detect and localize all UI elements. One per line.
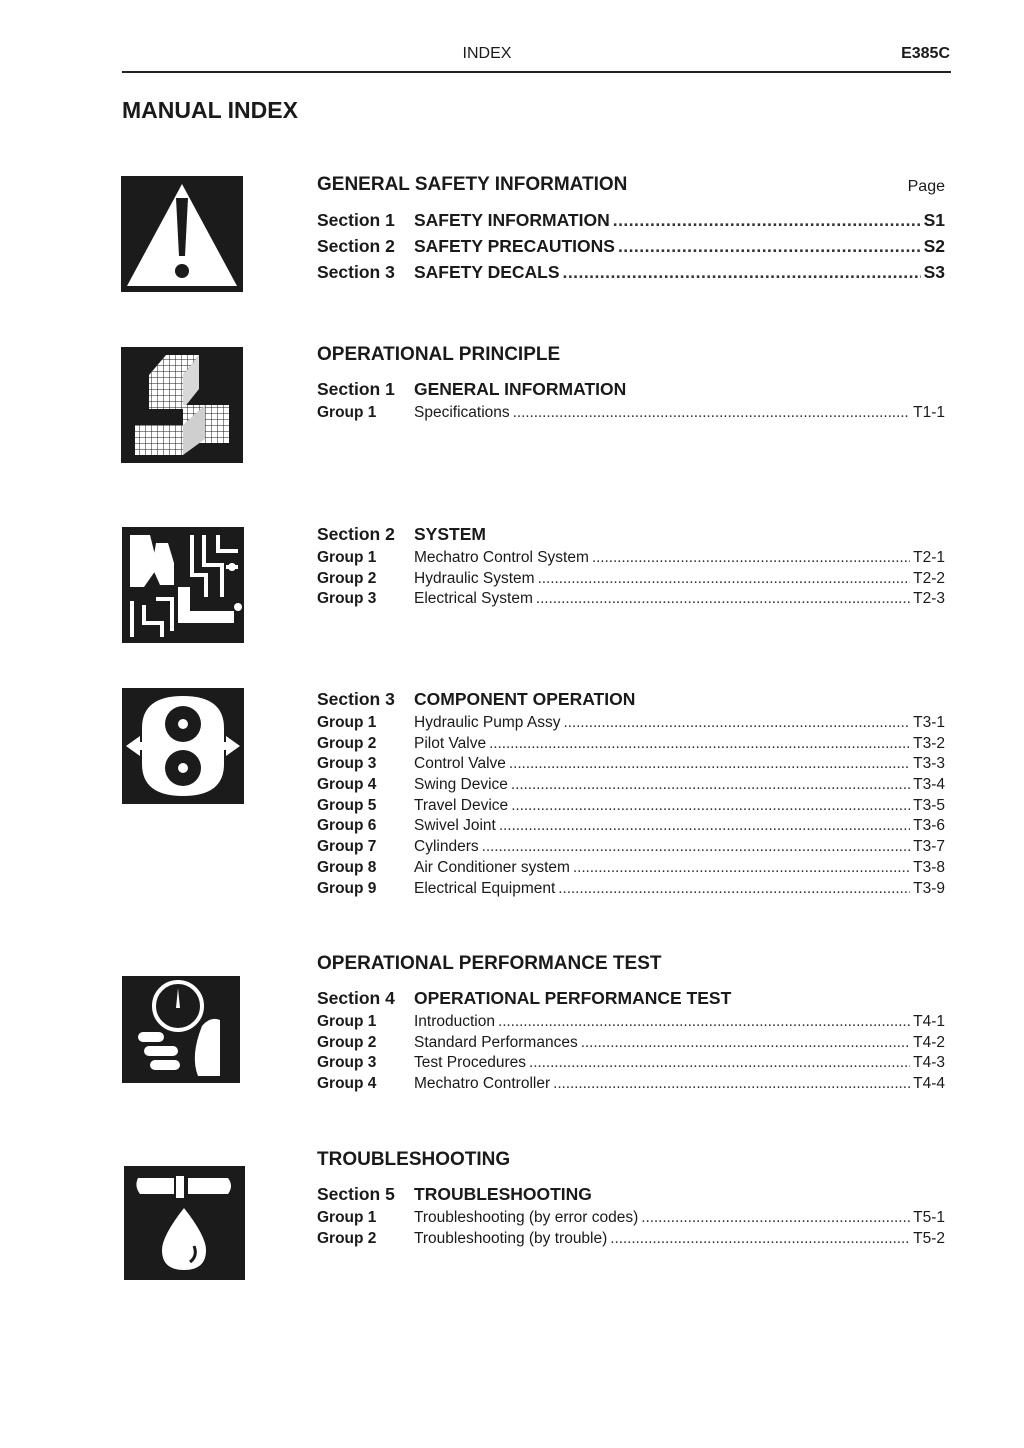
toc-group-row[interactable]: Group 1 Specifications . . . T1-1	[317, 403, 945, 424]
safety-block	[317, 173, 945, 285]
toc-group-row[interactable]: Group 3 Control Valve . . . T3-3	[317, 754, 945, 775]
section-heading: Section 5 TROUBLESHOOTING	[317, 1184, 592, 1204]
toc-group-row[interactable]: Group 2 Troubleshooting (by trouble) . . . T5-2	[317, 1229, 945, 1250]
toc-section-row[interactable]: Section 3 SAFETY DECALS . . . S3	[317, 259, 945, 285]
header-model: E385C	[901, 45, 950, 62]
toc-group-row[interactable]: Group 5 Travel Device . . . T3-5	[317, 796, 945, 817]
toc-group-row[interactable]: Group 2 Pilot Valve . . . T3-2	[317, 734, 945, 755]
troubleshooting-block	[317, 1148, 945, 1249]
toc-group-row[interactable]: Group 6 Swivel Joint . . . T3-6	[317, 816, 945, 837]
toc-group-row[interactable]: Group 4 Mechatro Controller . . . T4-4	[317, 1074, 945, 1095]
page-title: MANUAL INDEX	[122, 97, 298, 123]
troubleshooting-category-title: TROUBLESHOOTING	[317, 1149, 511, 1170]
toc-group-row[interactable]: Group 4 Swing Device . . . T3-4	[317, 775, 945, 796]
warning-icon	[121, 176, 243, 292]
gauge-hand-icon	[122, 976, 240, 1083]
component-block	[317, 687, 945, 899]
toc-group-row[interactable]: Group 1 Hydraulic Pump Assy . . . T3-1	[317, 713, 945, 734]
toc-group-row[interactable]: Group 2 Hydraulic System . . . T2-2	[317, 569, 945, 590]
performance-block	[317, 952, 945, 1095]
cube-s-icon	[121, 347, 243, 463]
toc-group-row[interactable]: Group 9 Electrical Equipment . . . T3-9	[317, 879, 945, 900]
circuit-icon	[122, 527, 244, 643]
header-section-label: INDEX	[462, 45, 512, 62]
toc-group-row[interactable]: Group 1 Introduction . . . T4-1	[317, 1012, 945, 1033]
toc-group-row[interactable]: Group 3 Test Procedures . . . T4-3	[317, 1053, 945, 1074]
section-heading: Section 1 GENERAL INFORMATION	[317, 379, 627, 399]
performance-category-title: OPERATIONAL PERFORMANCE TEST	[317, 953, 662, 974]
toc-section-row[interactable]: Section 2 SAFETY PRECAUTIONS . . . S2	[317, 233, 945, 259]
section-heading: Section 2 SYSTEM	[317, 524, 486, 544]
toc-group-row[interactable]: Group 3 Electrical System . . . T2-3	[317, 589, 945, 610]
toc-group-row[interactable]: Group 7 Cylinders . . . T3-7	[317, 837, 945, 858]
section-heading: Section 3 COMPONENT OPERATION	[317, 689, 636, 709]
toc-group-row[interactable]: Group 1 Mechatro Control System . . . T2-1	[317, 548, 945, 569]
toc-group-row[interactable]: Group 1 Troubleshooting (by error codes) . . . T5-1	[317, 1208, 945, 1229]
toc-group-row[interactable]: Group 8 Air Conditioner system . . . T3-8	[317, 858, 945, 879]
toc-group-row[interactable]: Group 2 Standard Performances . . . T4-2	[317, 1033, 945, 1054]
oil-drop-icon	[124, 1166, 245, 1280]
section-heading: Section 4 OPERATIONAL PERFORMANCE TEST	[317, 988, 732, 1008]
page-column-label: Page	[907, 178, 945, 195]
operational-block	[317, 343, 945, 424]
operational-category-title: OPERATIONAL PRINCIPLE	[317, 344, 561, 365]
safety-category-title: GENERAL SAFETY INFORMATION Page	[317, 173, 945, 197]
toc-section-row[interactable]: Section 1 SAFETY INFORMATION . . . S1	[317, 207, 945, 233]
gear-pump-icon	[122, 688, 244, 804]
system-block	[317, 522, 945, 610]
header-rule	[122, 71, 951, 73]
